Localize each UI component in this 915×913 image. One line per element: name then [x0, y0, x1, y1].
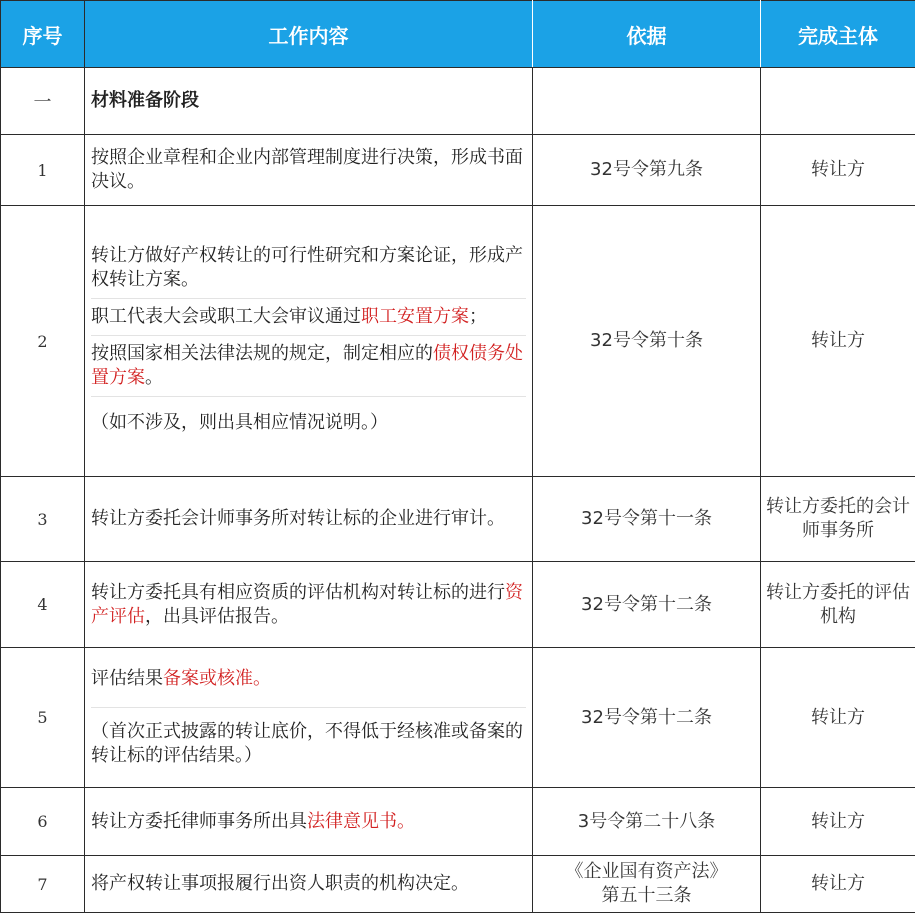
row-actor: 转让方委托的会计师事务所 — [761, 477, 915, 562]
header-actor: 完成主体 — [761, 1, 915, 68]
row-actor: 转让方 — [761, 206, 915, 477]
row-basis: 32号令第九条 — [533, 135, 761, 206]
section-row — [1, 68, 915, 135]
row-basis: 32号令第十条 — [533, 206, 761, 477]
table-row — [1, 135, 915, 206]
work-part-debt: 按照国家相关法律法规的规定，制定相应的债权债务处置方案。 — [91, 336, 526, 397]
row-seq: 3 — [1, 477, 85, 562]
row-work: 转让方委托律师事务所出具法律意见书。 — [85, 788, 533, 856]
row-actor: 转让方 — [761, 135, 915, 206]
header-work: 工作内容 — [85, 1, 533, 68]
row-actor: 转让方 — [761, 856, 915, 913]
row-work: 按照企业章程和企业内部管理制度进行决策，形成书面决议。 — [85, 135, 533, 206]
row-basis: 3号令第二十八条 — [533, 788, 761, 856]
row-actor: 转让方 — [761, 648, 915, 788]
basis-article: 第五十三条 — [601, 885, 692, 906]
row-work — [85, 648, 533, 788]
section-empty-basis — [533, 68, 761, 135]
row-actor: 转让方委托的评估机构 — [761, 562, 915, 648]
highlight-text: 资产评估 — [91, 581, 523, 627]
table-row — [1, 206, 915, 477]
row-basis — [533, 856, 761, 913]
work-part-staff: 职工代表大会或职工大会审议通过职工安置方案； — [91, 299, 526, 336]
highlight-text: 备案或核准。 — [163, 668, 271, 689]
row-seq: 2 — [1, 206, 85, 477]
row-basis: 32号令第十一条 — [533, 477, 761, 562]
work-part-note: （如不涉及，则出具相应情况说明。） — [91, 411, 388, 433]
header-basis: 依据 — [533, 1, 761, 68]
section-seq: 一 — [1, 68, 85, 135]
table-row — [1, 788, 915, 856]
row-seq: 4 — [1, 562, 85, 648]
row-work: 转让方委托会计师事务所对转让标的企业进行审计。 — [85, 477, 533, 562]
row-seq: 6 — [1, 788, 85, 856]
row-basis: 32号令第十二条 — [533, 648, 761, 788]
highlight-text: 职工安置方案 — [361, 305, 469, 327]
table-row — [1, 477, 915, 562]
header-row — [1, 1, 915, 68]
row-seq: 1 — [1, 135, 85, 206]
row-work: 转让方委托具有相应资质的评估机构对转让标的进行资产评估，出具评估报告。 — [85, 562, 533, 648]
work-part-plan: 转让方做好产权转让的可行性研究和方案论证，形成产权转让方案。 — [91, 238, 526, 299]
work-part-result: 评估结果备案或核准。 — [91, 661, 526, 708]
row-basis: 32号令第十二条 — [533, 562, 761, 648]
row-seq: 5 — [1, 648, 85, 788]
row-actor: 转让方 — [761, 788, 915, 856]
work-part-note: （首次正式披露的转让底价，不得低于经核准或备案的转让标的评估结果。） — [91, 721, 523, 766]
section-empty-actor — [761, 68, 915, 135]
basis-law: 《企业国有资产法》 — [565, 861, 728, 882]
table-row — [1, 562, 915, 648]
table-row — [1, 648, 915, 788]
section-title: 材料准备阶段 — [85, 68, 533, 135]
row-work — [85, 206, 533, 477]
row-seq: 7 — [1, 856, 85, 913]
row-work: 将产权转让事项报履行出资人职责的机构决定。 — [85, 856, 533, 913]
table-row — [1, 856, 915, 913]
highlight-text: 法律意见书。 — [307, 810, 415, 832]
header-seq: 序号 — [1, 1, 85, 68]
highlight-text: 债权债务处置方案 — [91, 342, 523, 388]
